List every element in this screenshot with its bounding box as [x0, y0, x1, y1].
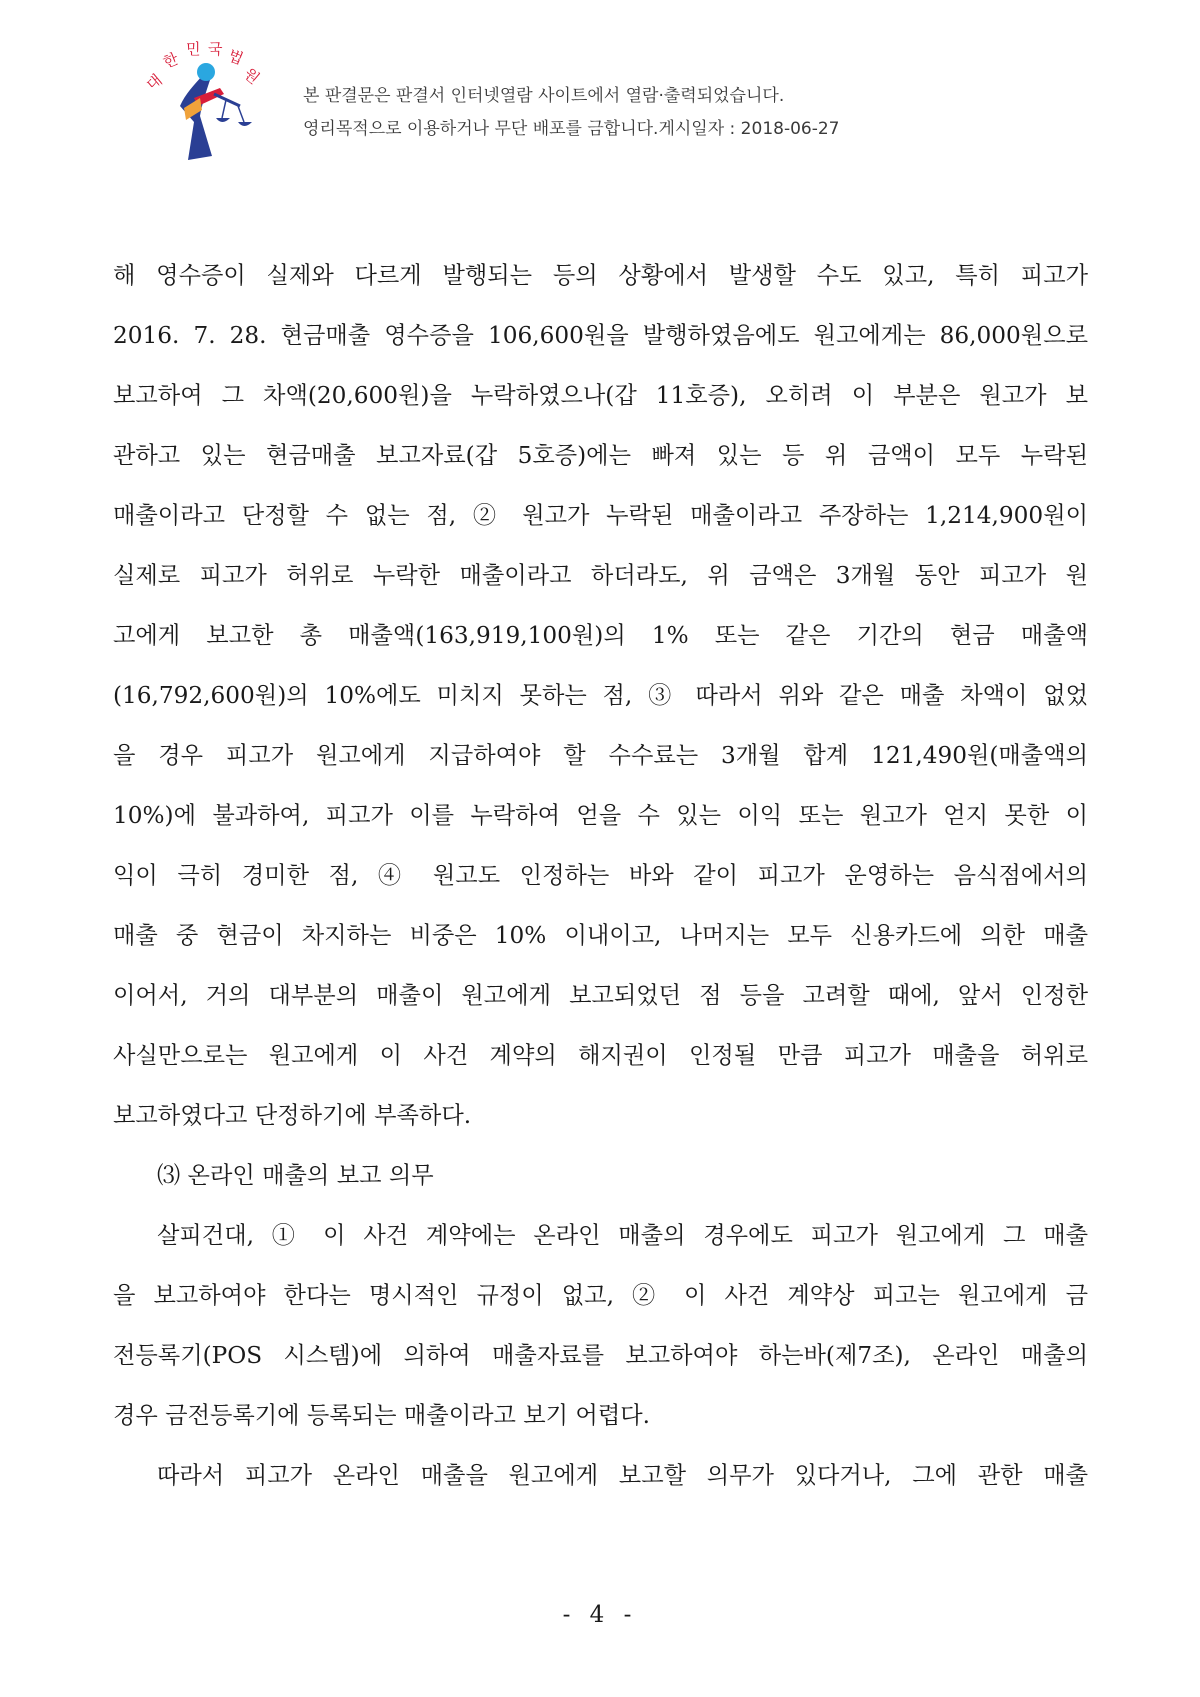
body-line: 보고하였다고 단정하기에 부족하다.: [113, 1102, 472, 1129]
body-line: 살피건대, ① 이 사건 계약에는 온라인 매출의 경우에도 피고가 원고에게 그 매출: [157, 1222, 1088, 1249]
body-line: 사실만으로는 원고에게 이 사건 계약의 해지권이 인정될 만큼 피고가 매출을 허위로: [113, 1042, 1088, 1069]
page-number: - 4 -: [562, 1602, 638, 1628]
svg-text:원: 원: [240, 64, 263, 88]
body-line: 매출 중 현금이 차지하는 비중은 10% 이내이고, 나머지는 모두 신용카드에 의한 매출: [113, 922, 1088, 949]
body-line: 실제로 피고가 허위로 누락한 매출이라고 하더라도, 위 금액은 3개월 동안 피고가 원: [113, 562, 1088, 589]
body-line: 매출이라고 단정할 수 없는 점, ② 원고가 누락된 매출이라고 주장하는 1,214,900원이: [113, 502, 1088, 529]
body-line: 따라서 피고가 온라인 매출을 원고에게 보고할 의무가 있다거나, 그에 관한 매출: [157, 1462, 1088, 1489]
svg-text:민: 민: [186, 40, 201, 58]
body-line: 해 영수증이 실제와 다르게 발행되는 등의 상황에서 발생할 수도 있고, 특히 피고가: [113, 262, 1088, 289]
body-line: 을 경우 피고가 원고에게 지급하여야 할 수수료는 3개월 합계 121,490원(매출액의: [113, 742, 1088, 769]
svg-text:한: 한: [160, 49, 181, 72]
body-line: 이어서, 거의 대부분의 매출이 원고에게 보고되었던 점 등을 고려할 때에, 앞서 인정한: [113, 982, 1088, 1009]
body-line: 10%)에 불과하여, 피고가 이를 누락하여 얻을 수 있는 이익 또는 원고가 얻지 못한 이: [113, 802, 1088, 829]
section-heading: ⑶ 온라인 매출의 보고 의무: [157, 1162, 434, 1189]
body-line: 2016. 7. 28. 현금매출 영수증을 106,600원을 발행하였음에도 원고에게는 86,000원으로: [113, 322, 1088, 349]
judgment-body: [113, 246, 1088, 1506]
body-line: 익이 극히 경미한 점, ④ 원고도 인정하는 바와 같이 피고가 운영하는 음식점에서의: [113, 862, 1088, 889]
body-line: 고에게 보고한 총 매출액(163,919,100원)의 1% 또는 같은 기간의 현금 매출액: [113, 622, 1088, 649]
page-header: [140, 36, 1040, 166]
body-line: 관하고 있는 현금매출 보고자료(갑 5호증)에는 빠져 있는 등 위 금액이 모두 누락된: [113, 442, 1088, 469]
body-line: 보고하여 그 차액(20,600원)을 누락하였으나(갑 11호증), 오히려 이 부분은 원고가 보: [113, 382, 1088, 409]
svg-text:법: 법: [225, 46, 246, 69]
svg-text:국: 국: [208, 40, 223, 58]
svg-text:대: 대: [142, 70, 166, 94]
usage-notice: [303, 80, 839, 146]
body-line: (16,792,600원)의 10%에도 미치지 못하는 점, ③ 따라서 위와 같은 매출 차액이 없었: [113, 682, 1088, 709]
notice-line-1: 본 판결문은 판결서 인터넷열람 사이트에서 열람·출력되었습니다.: [303, 86, 785, 106]
court-logo-icon: [140, 36, 275, 166]
notice-line-2: 영리목적으로 이용하거나 무단 배포를 금합니다.게시일자 : 2018-06-27: [303, 119, 840, 139]
body-line: 전등록기(POS 시스템)에 의하여 매출자료를 보고하여야 하는바(제7조), 온라인 매출의: [113, 1342, 1088, 1369]
body-line: 경우 금전등록기에 등록되는 매출이라고 보기 어렵다.: [113, 1402, 651, 1429]
body-line: 을 보고하여야 한다는 명시적인 규정이 없고, ② 이 사건 계약상 피고는 원고에게 금: [113, 1282, 1088, 1309]
